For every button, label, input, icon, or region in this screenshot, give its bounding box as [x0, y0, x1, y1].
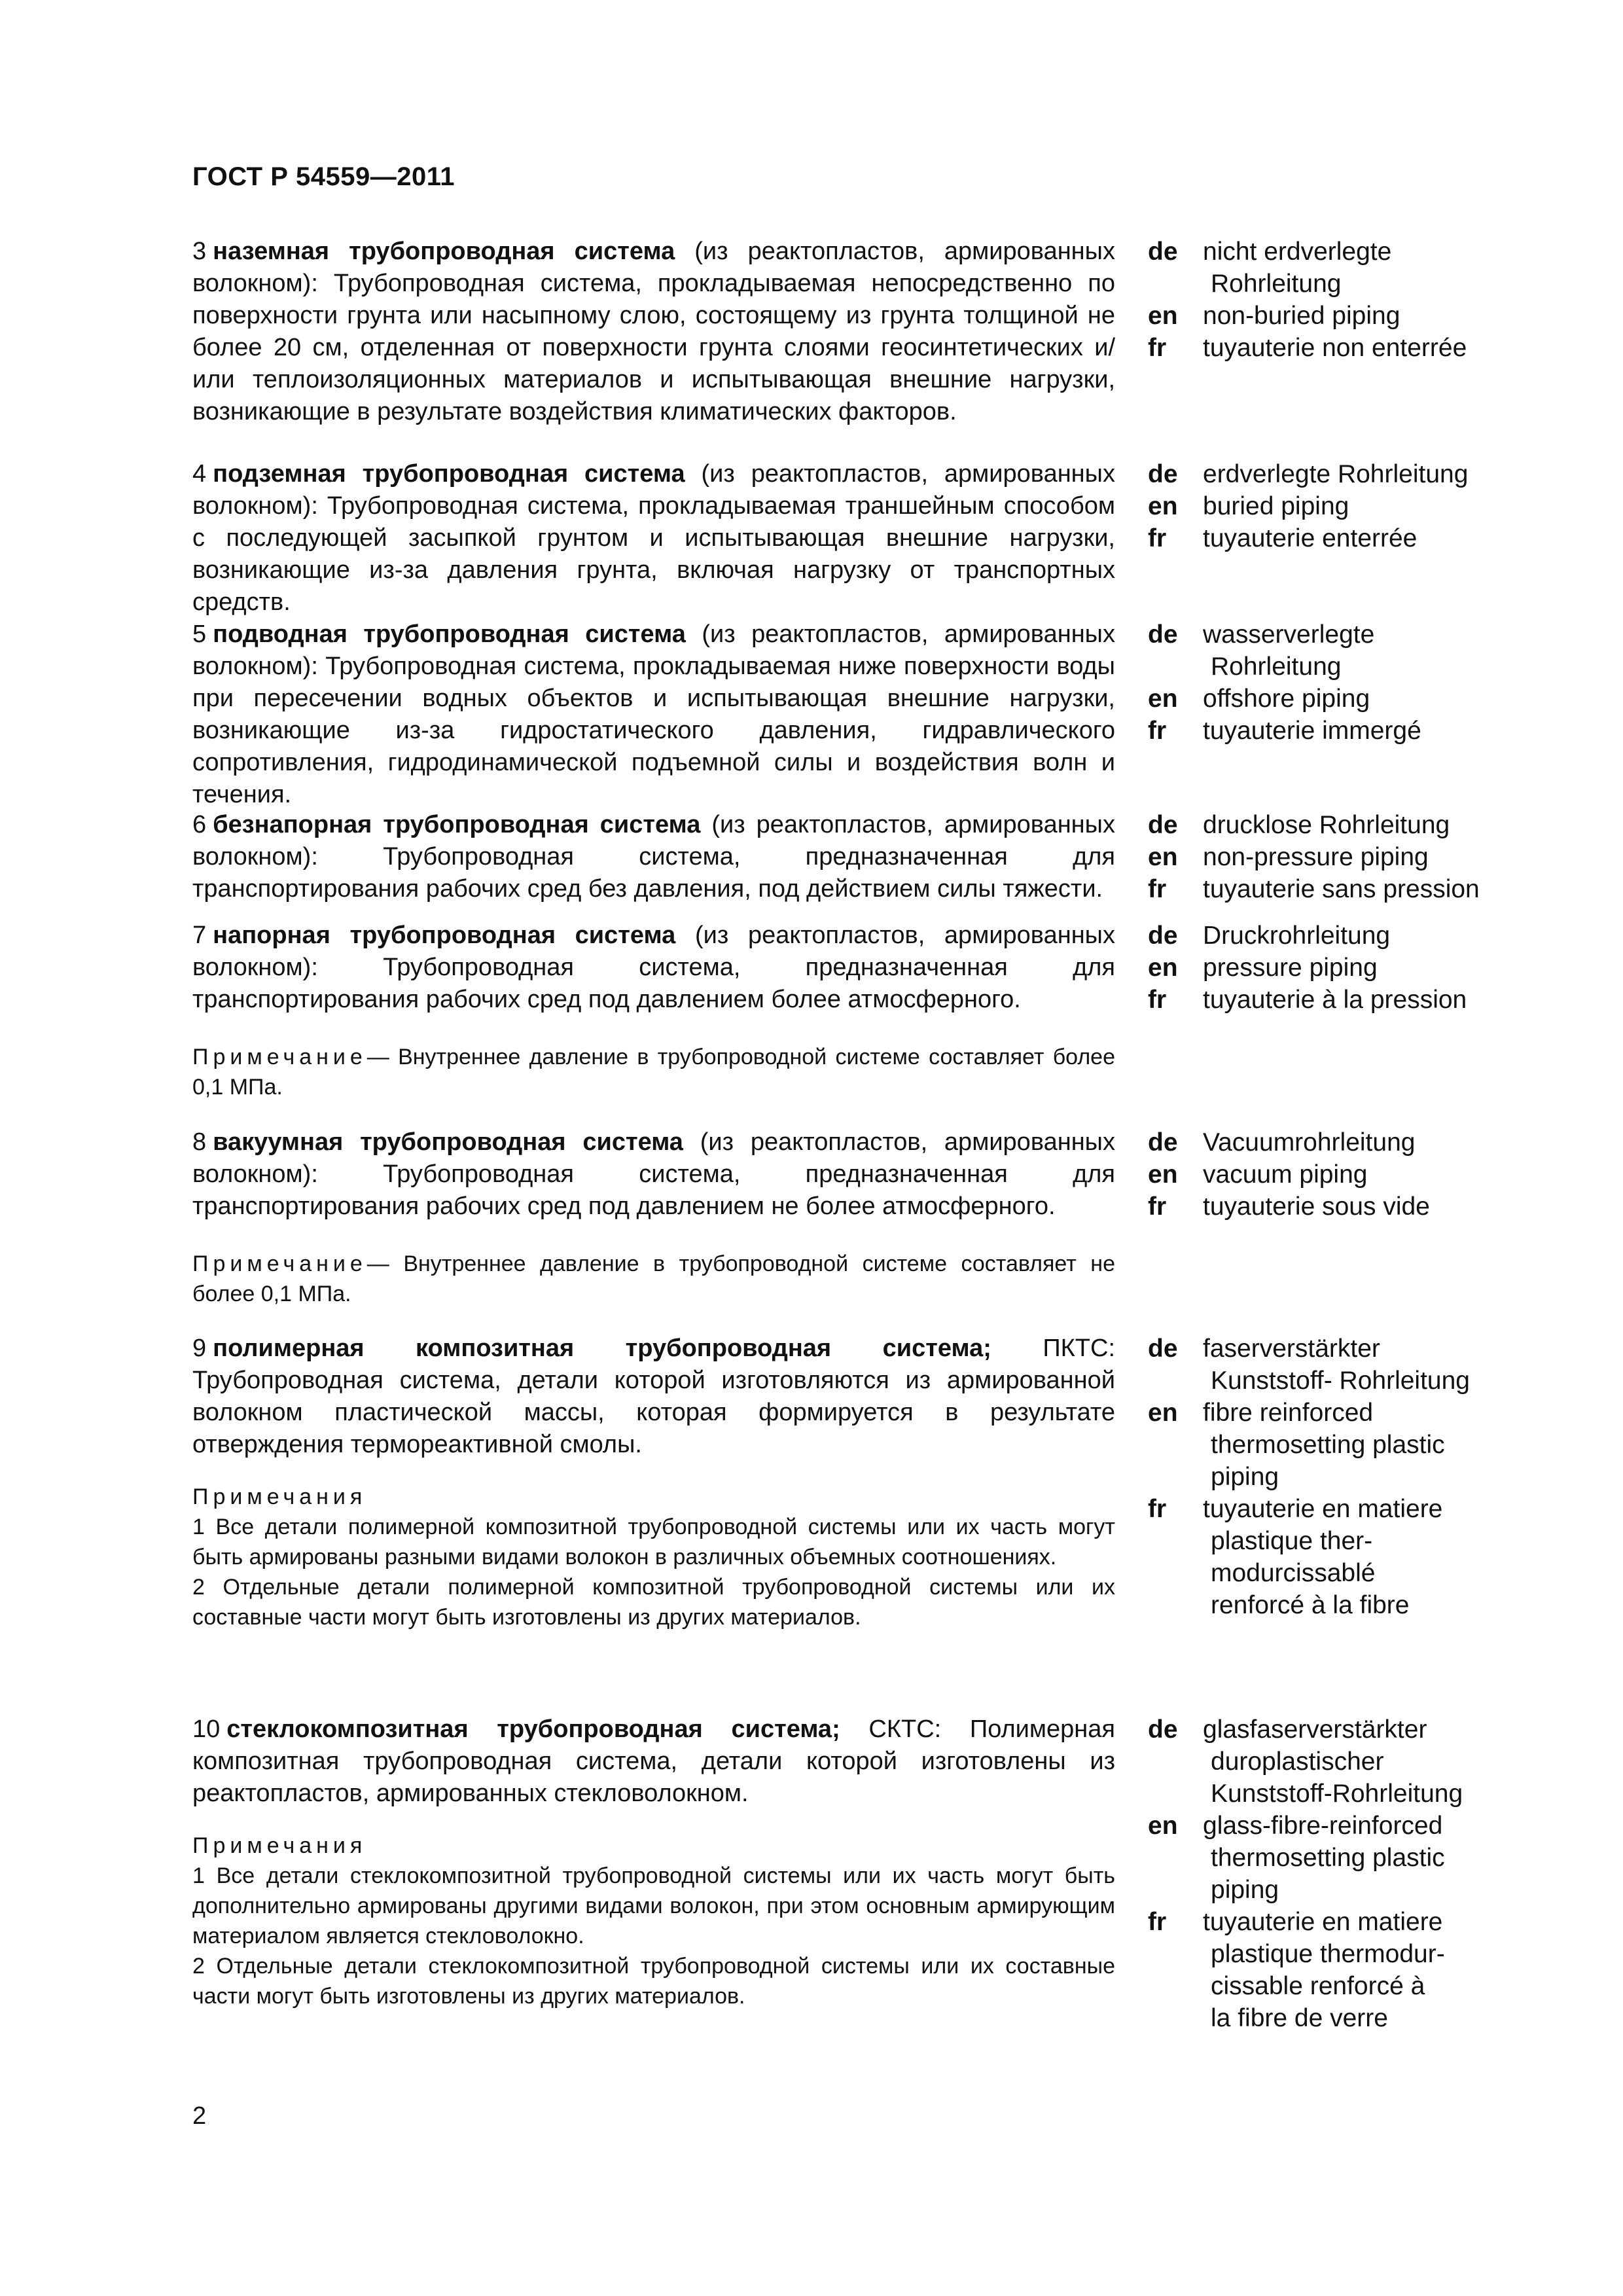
- translation-text: erdverlegte Rohrleitung: [1203, 460, 1469, 488]
- translation-text: piping: [1211, 1876, 1279, 1904]
- translation-text: renforcé à la fibre: [1211, 1591, 1410, 1619]
- definition-paragraph: [192, 809, 1115, 905]
- translation-en: [1148, 300, 1521, 332]
- term-title: безнапорная трубопроводная система: [213, 811, 701, 838]
- definition-paragraph: [192, 1126, 1115, 1223]
- translations: [1148, 619, 1521, 747]
- language-code: fr: [1148, 524, 1167, 552]
- translation-text: plastique thermodur-: [1211, 1940, 1445, 1968]
- term-title: наземная трубопроводная система: [213, 238, 675, 265]
- translation-text: tuyauterie à la pression: [1203, 986, 1467, 1014]
- term-number: 5: [192, 620, 207, 648]
- language-code: fr: [1148, 717, 1167, 745]
- term-definition: [192, 920, 1115, 1102]
- definition-paragraph: [192, 236, 1115, 428]
- translation-fr: [1148, 1906, 1521, 2034]
- term-number: 10: [192, 1715, 221, 1743]
- translation-text: duroplastischer: [1211, 1748, 1384, 1776]
- note-item: 2 Отдельные детали стеклокомпозитной трубопроводной системы или их составные части могут быть изготовлены из других материалов.: [192, 1954, 1115, 2009]
- definition-paragraph: [192, 458, 1115, 619]
- translations: [1148, 1713, 1521, 2034]
- translations: [1148, 809, 1521, 905]
- language-code: de: [1148, 1128, 1178, 1157]
- translation-text: drucklose Rohrleitung: [1203, 811, 1450, 839]
- translation-en: [1148, 683, 1521, 715]
- translation-text: nicht erdverlegte: [1203, 238, 1392, 266]
- translation-text: piping: [1211, 1463, 1279, 1491]
- translation-text: offshore piping: [1203, 685, 1370, 713]
- note-item: 2 Отдельные детали полимерной композитной трубопроводной системы или их составные части могут быть изготовлены из других материалов.: [192, 1575, 1115, 1630]
- language-code: fr: [1148, 334, 1167, 362]
- note-heading: Примечания: [192, 1484, 367, 1509]
- translation-de: [1148, 458, 1521, 490]
- translation-text: buried piping: [1203, 492, 1349, 520]
- definition-text: (из реактопластов, армированных волокном): Трубопроводная система, прокладываемая ниже поверхности воды при пересечении водных объектов и испытывающая внешние нагрузки, возникающие из-за гидростатического давления, гидравлического сопротивления, гидродинамической подъемной силы и воздействия волн и течения.: [192, 620, 1115, 808]
- term-note: [192, 1249, 1115, 1309]
- language-code: en: [1148, 685, 1178, 713]
- translation-de: [1148, 809, 1521, 841]
- term-definition: [192, 619, 1115, 811]
- translation-text: tuyauterie sous vide: [1203, 1193, 1430, 1221]
- language-code: fr: [1148, 875, 1167, 903]
- language-code: de: [1148, 238, 1178, 266]
- translation-text: faserverstärkter: [1203, 1335, 1380, 1363]
- translation-de: [1148, 1126, 1521, 1158]
- term-number: 8: [192, 1128, 207, 1156]
- translation-text: Rohrleitung: [1211, 270, 1342, 298]
- translations: [1148, 236, 1521, 364]
- translation-text: la fibre de verre: [1211, 2004, 1388, 2032]
- translations: [1148, 1333, 1521, 1621]
- term-definition: [192, 1333, 1115, 1632]
- translation-text: tuyauterie enterrée: [1203, 524, 1418, 552]
- definition-paragraph: [192, 1713, 1115, 1810]
- translation-de: [1148, 619, 1521, 683]
- translation-text: pressure piping: [1203, 954, 1378, 982]
- term-number: 9: [192, 1335, 207, 1362]
- translation-en: [1148, 490, 1521, 522]
- translation-text: Kunststoff-Rohrleitung: [1211, 1780, 1463, 1808]
- translation-en: [1148, 1810, 1521, 1906]
- definition-text: СКТС: Полимерная композитная трубопроводная система, детали которой изготовлены из реактопластов, армированных стекловолокном.: [192, 1715, 1115, 1807]
- translation-text: tuyauterie sans pression: [1203, 875, 1480, 903]
- translation-en: [1148, 1158, 1521, 1191]
- term-note: [192, 1042, 1115, 1102]
- term-definition: [192, 1713, 1115, 2011]
- term-definition: [192, 458, 1115, 619]
- language-code: de: [1148, 811, 1178, 839]
- language-code: en: [1148, 843, 1178, 871]
- term-number: 6: [192, 811, 207, 838]
- note-heading: Примечания: [192, 1833, 367, 1858]
- term-definition: [192, 809, 1115, 905]
- translation-text: tuyauterie en matiere: [1203, 1495, 1443, 1523]
- translations: [1148, 920, 1521, 1016]
- language-code: de: [1148, 1715, 1178, 1744]
- translation-text: glass-fibre-reinforced: [1203, 1812, 1443, 1840]
- translation-text: thermosetting plastic: [1211, 1431, 1445, 1459]
- translation-en: [1148, 841, 1521, 873]
- translation-text: vacuum piping: [1203, 1160, 1368, 1189]
- term-title: напорная трубопроводная система: [213, 922, 676, 949]
- term-title: подводная трубопроводная система: [213, 620, 686, 648]
- term-title: стеклокомпозитная трубопроводная система;: [226, 1715, 840, 1743]
- translation-de: [1148, 1333, 1521, 1397]
- translation-fr: [1148, 332, 1521, 364]
- language-code: en: [1148, 492, 1178, 520]
- language-code: fr: [1148, 986, 1167, 1014]
- translation-text: non-pressure piping: [1203, 843, 1429, 871]
- translation-fr: [1148, 1493, 1521, 1621]
- language-code: fr: [1148, 1193, 1167, 1221]
- translation-text: modurcissablé: [1211, 1559, 1376, 1587]
- language-code: en: [1148, 1160, 1178, 1189]
- language-code: fr: [1148, 1495, 1167, 1523]
- translation-de: [1148, 236, 1521, 300]
- translation-fr: [1148, 715, 1521, 747]
- translation-text: tuyauterie en matiere: [1203, 1908, 1443, 1936]
- translation-text: wasserverlegte: [1203, 620, 1375, 649]
- definition-paragraph: [192, 1333, 1115, 1461]
- definition-text: (из реактопластов, армированных волокном): Трубопроводная система, прокладываемая траншейным способом с последующей засыпкой грунтом и испытывающая внешние нагрузки, возникающие из-за давления грунта, включая нагрузку от транспортных средств.: [192, 460, 1115, 616]
- translation-text: plastique ther-: [1211, 1527, 1373, 1555]
- language-code: de: [1148, 922, 1178, 950]
- translation-text: Druckrohrleitung: [1203, 922, 1391, 950]
- language-code: en: [1148, 954, 1178, 982]
- term-number: 4: [192, 460, 207, 488]
- note-item: 1 Все детали стеклокомпозитной трубопроводной системы или их часть могут быть дополнительно армированы другими видами волокон, при этом основным армирующим материалом является стекловолокно.: [192, 1863, 1115, 1948]
- note-item: 1 Все детали полимерной композитной трубопроводной системы или их часть могут быть армированы разными видами волокон в различных объемных соотношениях.: [192, 1515, 1115, 1570]
- translation-fr: [1148, 984, 1521, 1016]
- term-note: [192, 1831, 1115, 2011]
- note-heading: Примечание: [192, 1251, 367, 1276]
- language-code: de: [1148, 460, 1178, 488]
- note-heading: Примечание: [192, 1045, 367, 1069]
- definition-text: (из реактопластов, армированных волокном): Трубопроводная система, предназначенная для транспортирования рабочих сред под давлением не более атмосферного.: [192, 1128, 1115, 1220]
- definition-text: (из реактопластов, армированных волокном): Трубопроводная система, предназначенная для транспортирования рабочих сред под давлением более атмосферного.: [192, 922, 1115, 1013]
- translation-text: tuyauterie non enterrée: [1203, 334, 1467, 362]
- translation-text: Vacuumrohrleitung: [1203, 1128, 1416, 1157]
- translation-text: glasfaserverstärkter: [1203, 1715, 1427, 1744]
- translation-de: [1148, 920, 1521, 952]
- translation-text: fibre reinforced: [1203, 1399, 1374, 1427]
- note-text: — Внутреннее давление в трубопроводной системе составляет более 0,1 МПа.: [192, 1045, 1115, 1100]
- translation-de: [1148, 1713, 1521, 1810]
- translation-en: [1148, 1397, 1521, 1493]
- term-title: вакуумная трубопроводная система: [213, 1128, 683, 1156]
- language-code: de: [1148, 620, 1178, 649]
- language-code: de: [1148, 1335, 1178, 1363]
- language-code: en: [1148, 302, 1178, 330]
- translation-text: cissable renforcé à: [1211, 1972, 1425, 2000]
- document-header: ГОСТ Р 54559—2011: [192, 162, 455, 191]
- term-title: полимерная композитная трубопроводная система;: [213, 1335, 991, 1362]
- language-code: en: [1148, 1399, 1178, 1427]
- term-definition: [192, 236, 1115, 428]
- definition-paragraph: [192, 619, 1115, 811]
- term-number: 3: [192, 238, 207, 265]
- definition-text: ПКТС: Трубопроводная система, детали которой изготовляются из армированной волокном пластической массы, которая формируется в результате отверждения термореактивной смолы.: [192, 1335, 1115, 1458]
- page-number: 2: [192, 2102, 207, 2130]
- translation-fr: [1148, 873, 1521, 905]
- term-note: [192, 1482, 1115, 1632]
- translation-text: tuyauterie immergé: [1203, 717, 1421, 745]
- language-code: en: [1148, 1812, 1178, 1840]
- translation-text: non-buried piping: [1203, 302, 1400, 330]
- translation-text: Kunststoff- Rohrleitung: [1211, 1367, 1470, 1395]
- language-code: fr: [1148, 1908, 1167, 1936]
- translations: [1148, 1126, 1521, 1223]
- term-definition: [192, 1126, 1115, 1309]
- note-text: — Внутреннее давление в трубопроводной системе составляет не более 0,1 МПа.: [192, 1251, 1115, 1306]
- translations: [1148, 458, 1521, 554]
- term-title: подземная трубопроводная система: [213, 460, 685, 488]
- translation-en: [1148, 952, 1521, 984]
- translation-fr: [1148, 522, 1521, 554]
- definition-paragraph: [192, 920, 1115, 1016]
- translation-text: thermosetting plastic: [1211, 1844, 1445, 1872]
- translation-fr: [1148, 1191, 1521, 1223]
- translation-text: Rohrleitung: [1211, 653, 1342, 681]
- definition-text: (из реактопластов, армированных волокном): Трубопроводная система, предназначенная для транспортирования рабочих сред без давления, под действием силы тяжести.: [192, 811, 1115, 903]
- term-number: 7: [192, 922, 207, 949]
- definition-text: (из реактопластов, армированных волокном): Трубопроводная система, прокладываемая непосредственно по поверхности грунта или насыпному слою, состоящему из грунта толщиной не более 20 см, отделенная от поверхности грунта слоями геосинтетических и/или теплоизоляционных материалов и испытывающая внешние нагрузки, возникающие в результате воздействия климатических факторов.: [192, 238, 1115, 425]
